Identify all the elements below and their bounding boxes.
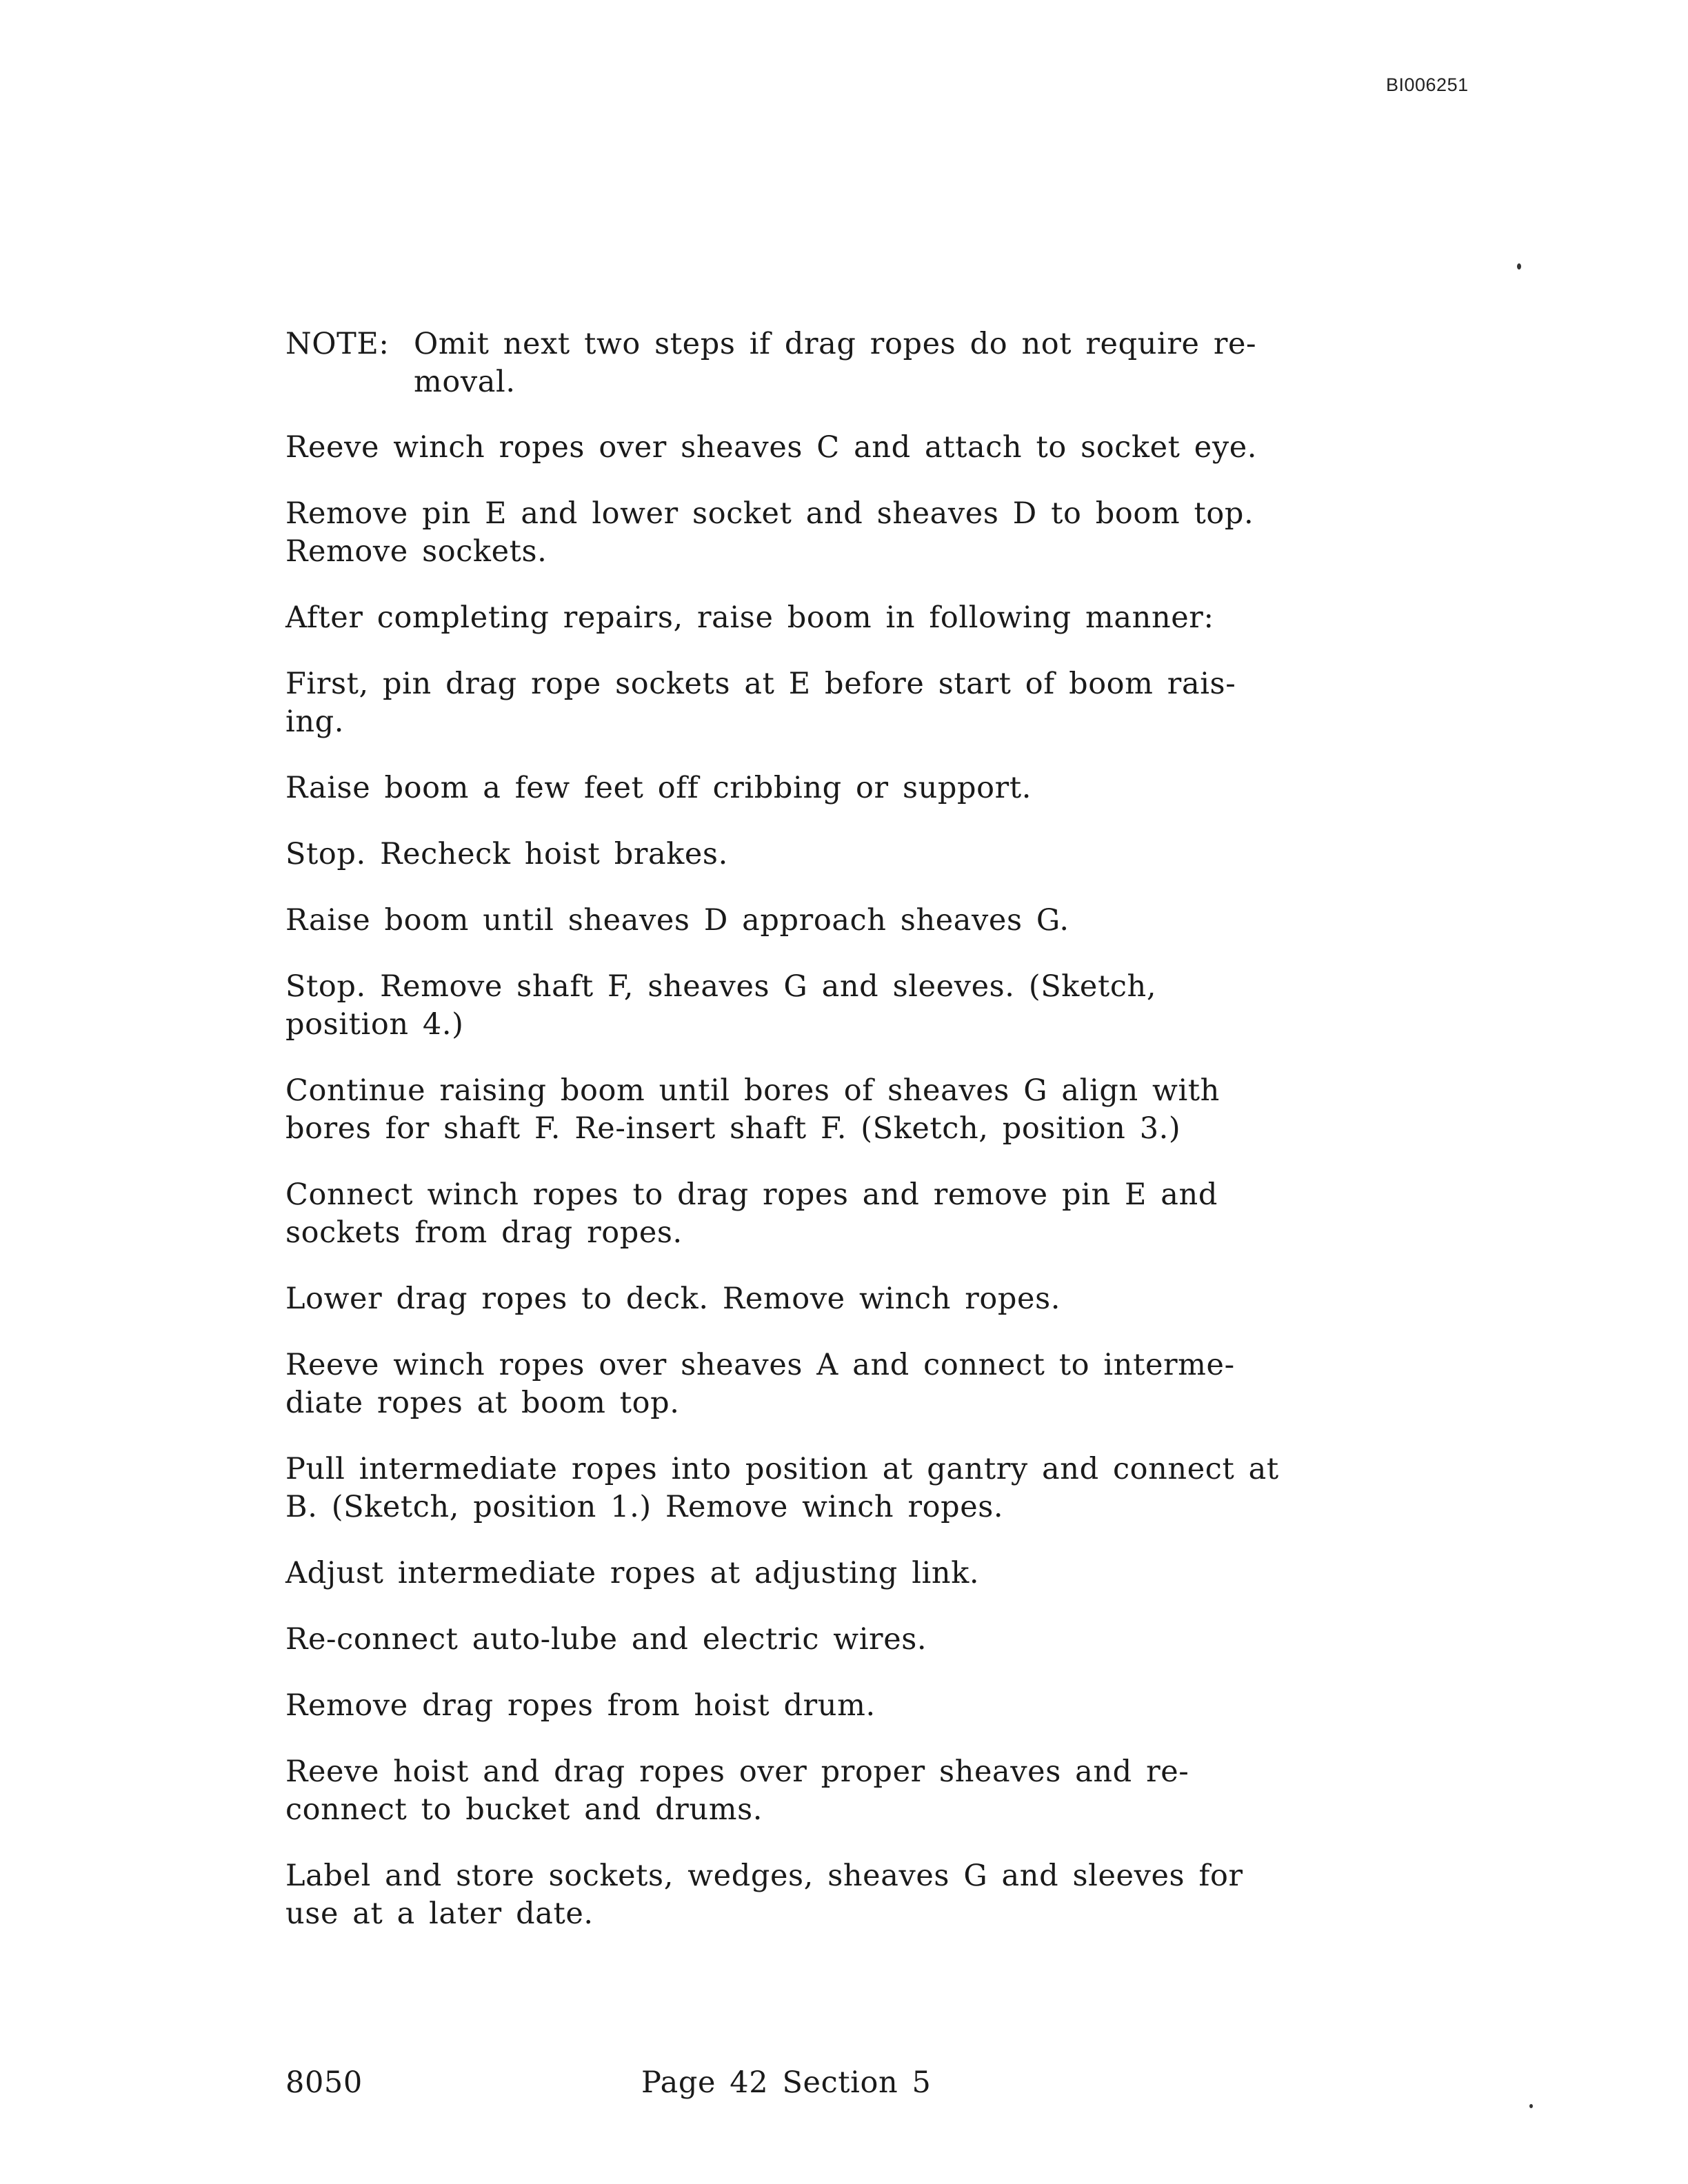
instruction-step: Connect winch ropes to drag ropes and remove pin E and sockets from drag ropes. <box>285 1177 1218 1250</box>
document-id: BI006251 <box>1386 74 1469 95</box>
instruction-step: Adjust intermediate ropes at adjusting link. <box>285 1556 980 1590</box>
instruction-step: First, pin drag rope sockets at E before start of boom rais-ing. <box>285 667 1236 739</box>
instruction-step: Pull intermediate ropes into position at gantry and connect at B. (Sketch, position 1.) Remove winch ropes. <box>285 1452 1279 1524</box>
instruction-step: Raise boom until sheaves D approach sheaves G. <box>285 903 1069 938</box>
note-label: NOTE: <box>285 327 390 361</box>
instruction-step: After completing repairs, raise boom in following manner: <box>285 600 1214 635</box>
instruction-step: Remove drag ropes from hoist drum. <box>285 1688 876 1723</box>
note-paragraph <box>285 325 1285 401</box>
instruction-step: Label and store sockets, wedges, sheaves G and sleeves for use at a later date. <box>285 1859 1243 1931</box>
instruction-step: Reeve hoist and drag ropes over proper sheaves and re-connect to bucket and drums. <box>285 1755 1189 1827</box>
instruction-step: Continue raising boom until bores of sheaves G align with bores for shaft F. Re-insert shaft F. (Sketch, position 3.) <box>285 1073 1220 1146</box>
instruction-step: Reeve winch ropes over sheaves A and connect to interme-diate ropes at boom top. <box>285 1348 1235 1420</box>
instruction-step: Reeve winch ropes over sheaves C and attach to socket eye. <box>285 430 1258 465</box>
instruction-step: Remove pin E and lower socket and sheaves D to boom top. Remove sockets. <box>285 496 1254 569</box>
footer-page-number: Page 42 Section 5 <box>641 2065 932 2100</box>
note-text: Omit next two steps if drag ropes do not require re-moval. <box>414 327 1257 399</box>
scan-speck <box>1517 263 1521 270</box>
footer-model-code: 8050 <box>285 2065 363 2100</box>
instruction-step: Stop. Remove shaft F, sheaves G and sleeves. (Sketch, position 4.) <box>285 969 1157 1042</box>
instruction-step: Lower drag ropes to deck. Remove winch ropes. <box>285 1282 1061 1316</box>
instruction-step: Re-connect auto-lube and electric wires. <box>285 1622 927 1657</box>
instruction-step: Stop. Recheck hoist brakes. <box>285 837 728 871</box>
scan-speck <box>1529 2104 1533 2108</box>
instructions-body <box>285 325 1285 1961</box>
instruction-step: Raise boom a few feet off cribbing or support. <box>285 771 1032 805</box>
